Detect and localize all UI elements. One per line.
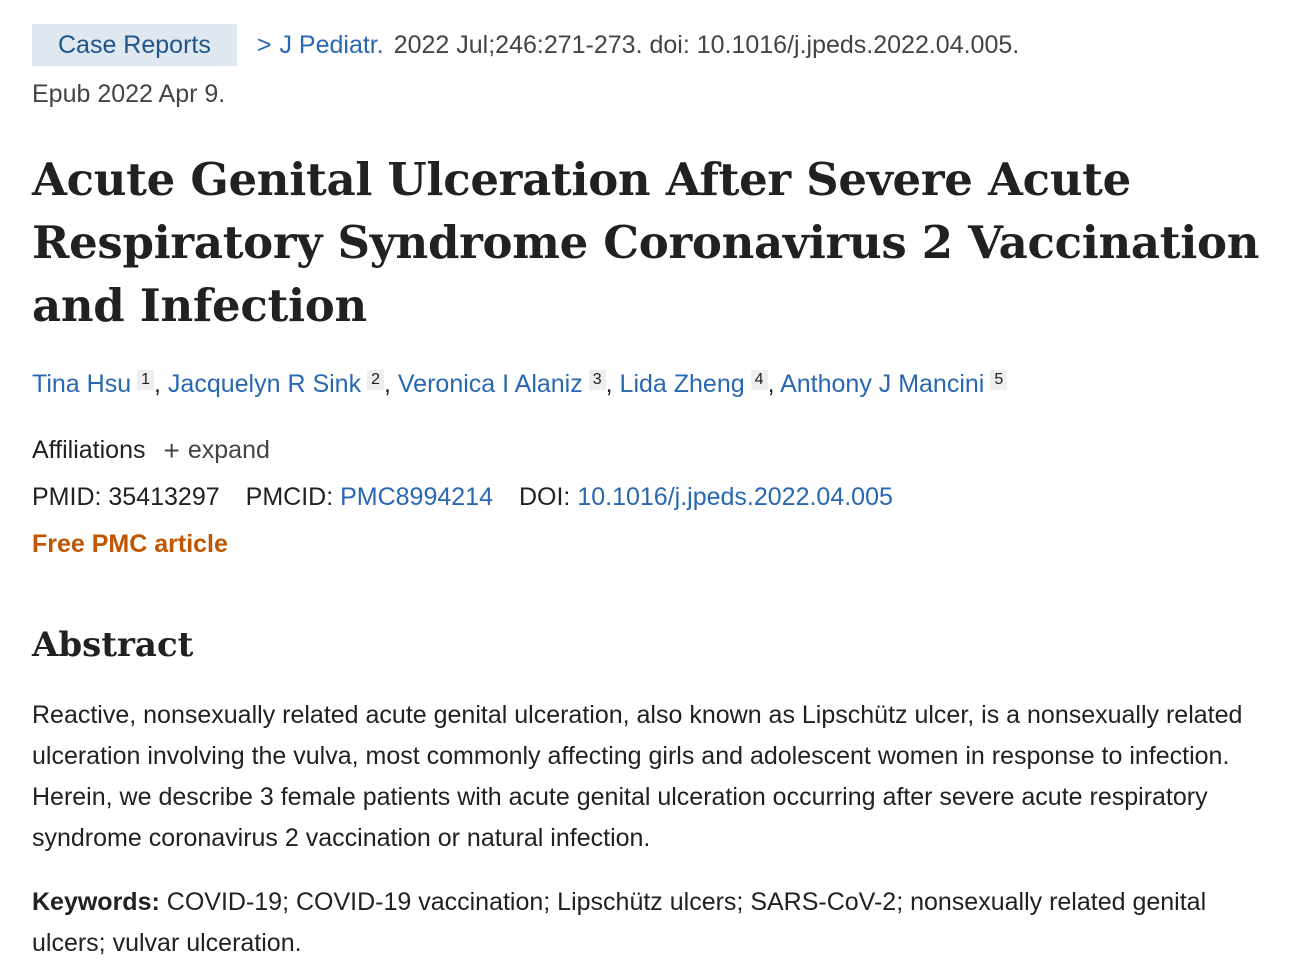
affiliation-ref-button[interactable]: 1 (137, 370, 154, 390)
author-link[interactable]: Jacquelyn R Sink (167, 370, 362, 398)
publication-type-badge[interactable]: Case Reports (32, 24, 237, 66)
citation-details: 2022 Jul;246:271-273. doi: 10.1016/j.jpeds.2022.04.005. (393, 30, 1020, 59)
identifiers-row (32, 483, 893, 512)
citation-row (32, 24, 1019, 66)
abstract-text: Reactive, nonsexually related acute genital ulceration, also known as Lipschütz ulcer, is a nonsexually related ulceration involving the vulva, most commonly affecting girls and adolescent women in response to infection. Herein, we describe 3 female patients with acute genital ulceration occurring after severe acute respiratory syndrome coronavirus 2 vaccination or natural infection. (32, 701, 1243, 852)
epub-date: Epub 2022 Apr 9. (32, 80, 226, 108)
article-title: Acute Genital Ulceration After Severe Acute Respiratory Syndrome Coronavirus 2 Vaccination and Infection (32, 153, 1260, 332)
keywords-paragraph (32, 882, 1284, 964)
author-link[interactable]: Veronica I Alaniz (397, 370, 583, 398)
author-list (32, 370, 1007, 399)
chevron-right-icon[interactable]: > (256, 30, 272, 59)
keywords-label: Keywords: (32, 888, 160, 916)
keywords-text: COVID-19; COVID-19 vaccination; Lipschütz ulcers; SARS-CoV-2; nonsexually related genital ulcers; vulvar ulceration. (32, 888, 1207, 957)
abstract-heading: Abstract (32, 625, 194, 665)
expand-label: expand (187, 436, 270, 464)
affiliations-label: Affiliations (32, 436, 146, 464)
doi-label: DOI: (518, 483, 571, 511)
author-separator: , (383, 370, 398, 398)
author-link[interactable]: Anthony J Mancini (780, 370, 985, 398)
affiliation-ref-button[interactable]: 2 (367, 370, 384, 390)
author-separator: , (767, 370, 781, 398)
author-separator: , (605, 370, 620, 398)
affiliations-row (32, 436, 270, 465)
author-link[interactable]: Tina Hsu (32, 370, 132, 398)
pmid-value: 35413297 (108, 483, 220, 511)
affiliation-ref-button[interactable]: 4 (751, 370, 768, 390)
doi-link[interactable]: 10.1016/j.jpeds.2022.04.005 (577, 483, 893, 511)
pmcid-label: PMCID: (245, 483, 334, 511)
author-link[interactable]: Lida Zheng (619, 370, 745, 398)
pmcid-link[interactable]: PMC8994214 (340, 483, 493, 511)
affiliation-ref-button[interactable]: 5 (990, 370, 1007, 390)
plus-icon: + (163, 434, 180, 466)
journal-link[interactable]: J Pediatr. (279, 30, 384, 59)
free-pmc-article-label: Free PMC article (32, 530, 228, 558)
pmid-label: PMID: (32, 483, 102, 511)
affiliations-expand-button[interactable] (164, 436, 270, 465)
author-separator: , (154, 370, 168, 398)
affiliation-ref-button[interactable]: 3 (589, 370, 606, 390)
